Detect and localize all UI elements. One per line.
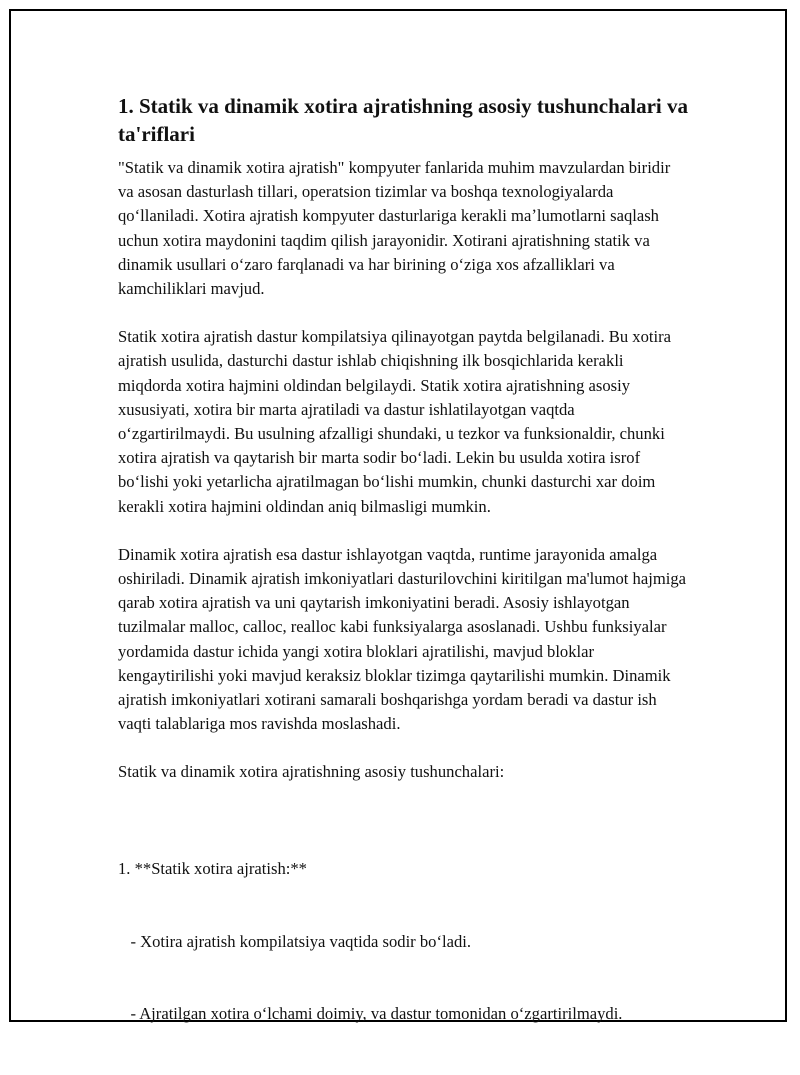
section-heading: 1. Statik va dinamik xotira ajratishning asosiy tushunchalari va ta'riflari — [118, 94, 689, 146]
paragraph-summary-intro: Statik va dinamik xotira ajratishning asosiy tushunchalari: — [118, 762, 505, 782]
list-subitem: - Ajratilgan xotira oʻlchami doimiy, va dastur tomonidan oʻzgartirilmaydi. — [118, 1004, 623, 1024]
list-item-static: 1. **Statik xotira ajratish:** — [118, 859, 307, 879]
document-content — [118, 92, 688, 1075]
list-subitem: - Xotira ajratish kompilatsiya vaqtida sodir boʻladi. — [118, 931, 471, 951]
paragraph-static: Statik xotira ajratish dastur kompilatsiya qilinayotgan paytda belgilanadi. Bu xotira ajratish usulida, dasturchi dastur ishlab chiqishning ilk bosqichlarida kerakli miqdorda xotira hajmini oldindan belgilaydi. Statik xotira ajratishning asosiy xususiyati, xotira bir marta ajratiladi va dastur ishlatilayotgan vaqtda oʻzgartirilmaydi. Bu usulning afzalligi shundaki, u tezkor va funksionaldir, chunki xotira ajratish va qaytarish bir marta sodir boʻladi. Lekin bu usulda xotira isrof boʻlishi yoki yetarlicha ajratilmagan boʻlishi mumkin, chunki dasturchi xar doim kerakli xotira hajmini oldindan aniq bilmasligi mumkin. — [118, 327, 672, 516]
paragraph-intro: "Statik va dinamik xotira ajratish" kompyuter fanlarida muhim mavzulardan biridir va asosan dasturlash tillari, operatsion tizimlar va boshqa texnologiyalarda qoʻllaniladi. Xotira ajratish kompyuter dasturlariga kerakli maʼlumotlarni saqlash uchun xotira maydonini taqdim qilish jarayonidir. Xotirani ajratishning statik va dinamik usullari oʻzaro farqlanadi va har birining oʻziga xos afzalliklari va kamchiliklari mavjud. — [118, 158, 671, 299]
paragraph-dynamic: Dinamik xotira ajratish esa dastur ishlayotgan vaqtda, runtime jarayonida amalga oshiriladi. Dinamik ajratish imkoniyatlari dasturilovchini kiritilgan ma'lumot hajmiga qarab xotira ajratish va uni qaytarish imkoniyatini beradi. Asosiy ishlayotgan tuzilmalar malloc, calloc, realloc kabi funksiyalarga asoslanadi. Ushbu funksiyalar yordamida dastur ichida yangi xotira bloklari ajratilishi, mavjud bloklar kengaytirilishi yoki mavjud keraksiz bloklar tizimga qaytarilishi mumkin. Dinamik ajratish imkoniyatlari xotirani samarali boshqarishga yordam beradi va dastur ish vaqti talablariga mos ravishda moslashadi. — [118, 544, 686, 734]
